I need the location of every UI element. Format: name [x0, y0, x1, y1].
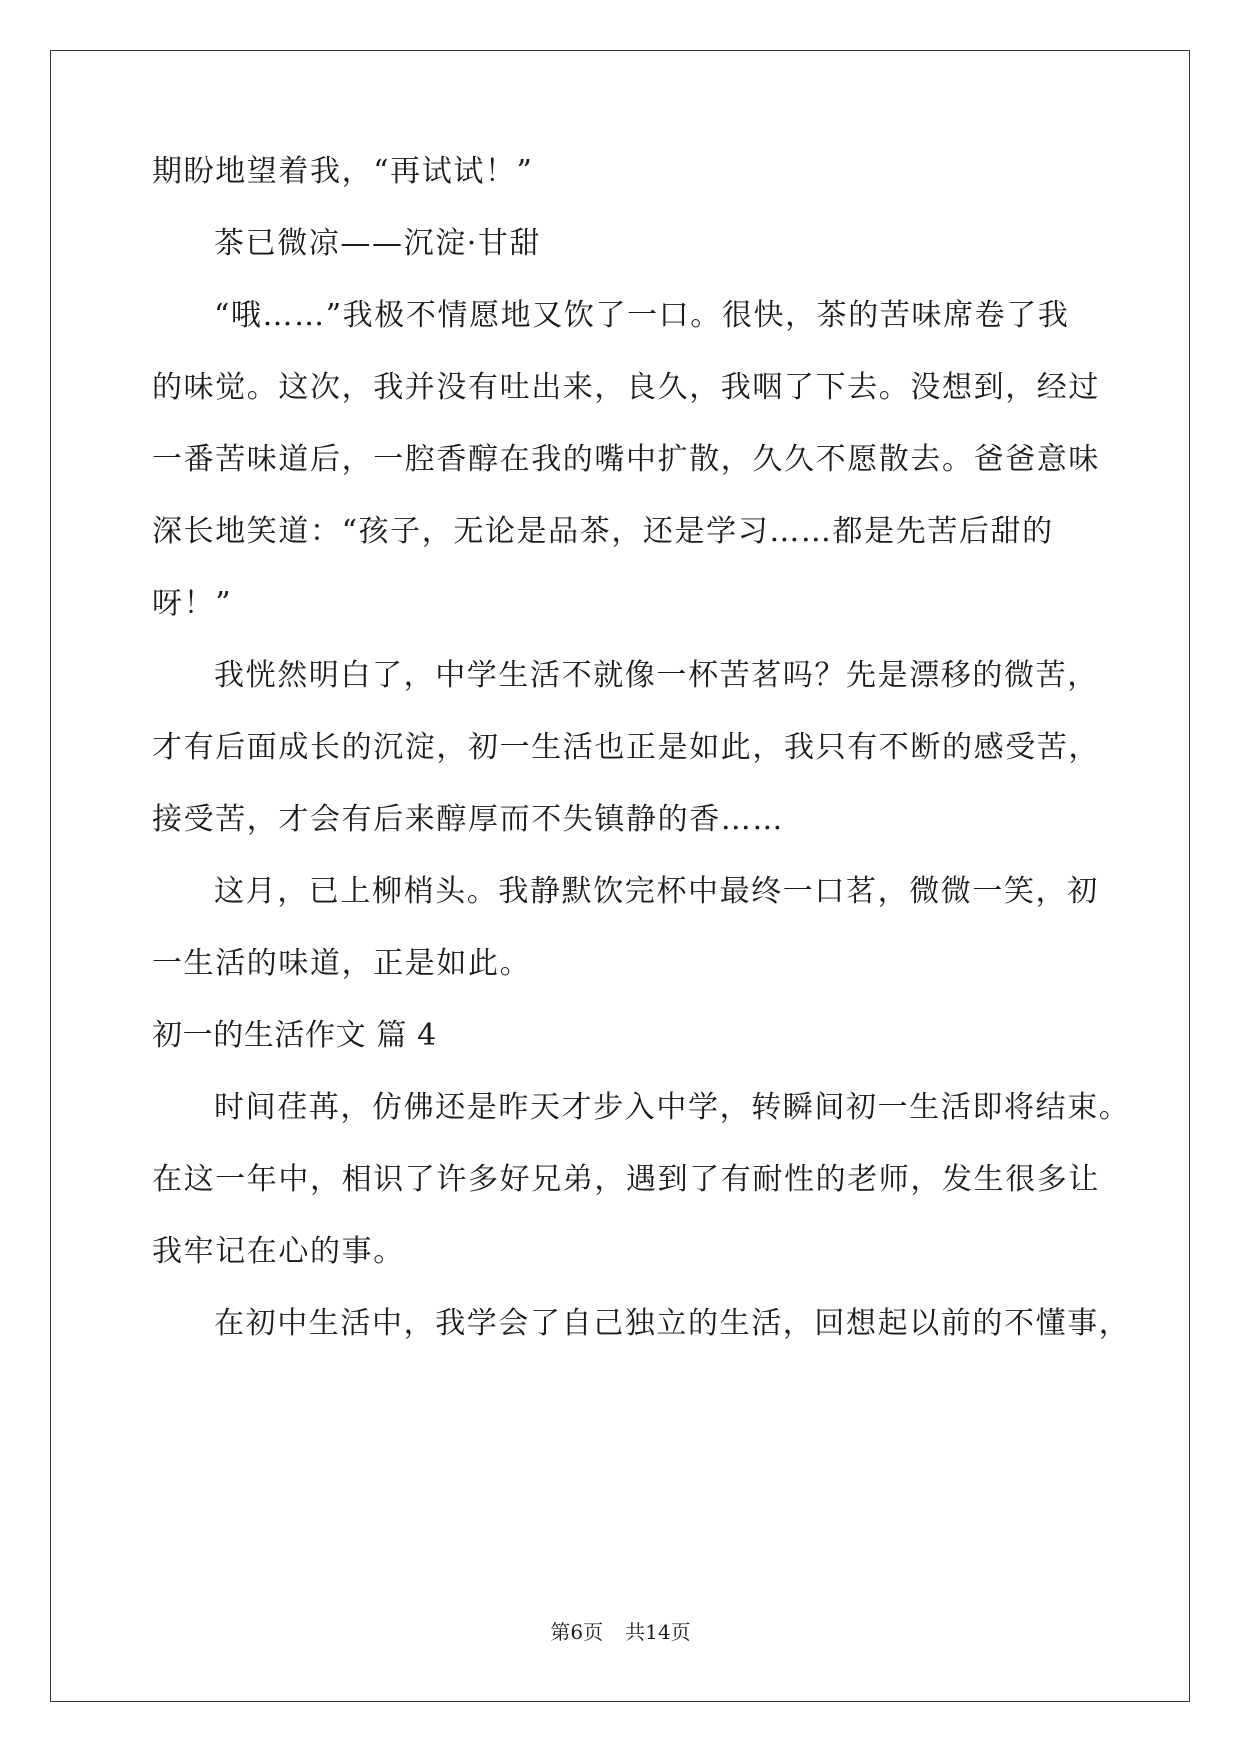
- text-line: 在这一年中，相识了许多好兄弟，遇到了有耐性的老师，发生很多让: [152, 1162, 1100, 1197]
- text-line: “哦……”我极不情愿地又饮了一口。很快，茶的苦味席卷了我: [214, 298, 1070, 333]
- page-total: 共14页: [625, 1620, 691, 1644]
- text-line: 呀！”: [152, 586, 233, 621]
- text-line: 我牢记在心的事。: [152, 1234, 405, 1269]
- text-line: 茶已微凉——沉淀·甘甜: [214, 226, 542, 261]
- page-number: 第6页: [550, 1620, 604, 1644]
- text-line: 期盼地望着我，“再试试！”: [152, 154, 534, 189]
- text-line: 接受苦，才会有后来醇厚而不失镇静的香……: [152, 802, 784, 837]
- text-line: 我恍然明白了，中学生活不就像一杯苦茗吗？先是漂移的微苦，: [214, 658, 1099, 693]
- text-line: 这月，已上柳梢头。我静默饮完杯中最终一口茗，微微一笑，初: [214, 874, 1099, 909]
- text-line: 才有后面成长的沉淀，初一生活也正是如此，我只有不断的感受苦，: [152, 730, 1100, 765]
- text-line: 深长地笑道：“孩子，无论是品茶，还是学习……都是先苦后甜的: [152, 514, 1054, 549]
- text-line: 在初中生活中，我学会了自己独立的生活，回想起以前的不懂事，: [214, 1306, 1131, 1341]
- text-line: 一生活的味道，正是如此。: [152, 946, 532, 981]
- section-heading: 初一的生活作文 篇 4: [152, 1018, 437, 1053]
- page-footer: [0, 1620, 1241, 1644]
- text-line: 一番苦味道后，一腔香醇在我的嘴中扩散，久久不愿散去。爸爸意味: [152, 442, 1100, 477]
- text-line: 时间荏苒，仿佛还是昨天才步入中学，转瞬间初一生活即将结束。: [214, 1090, 1131, 1125]
- text-line: 的味觉。这次，我并没有吐出来，良久，我咽了下去。没想到，经过: [152, 370, 1100, 405]
